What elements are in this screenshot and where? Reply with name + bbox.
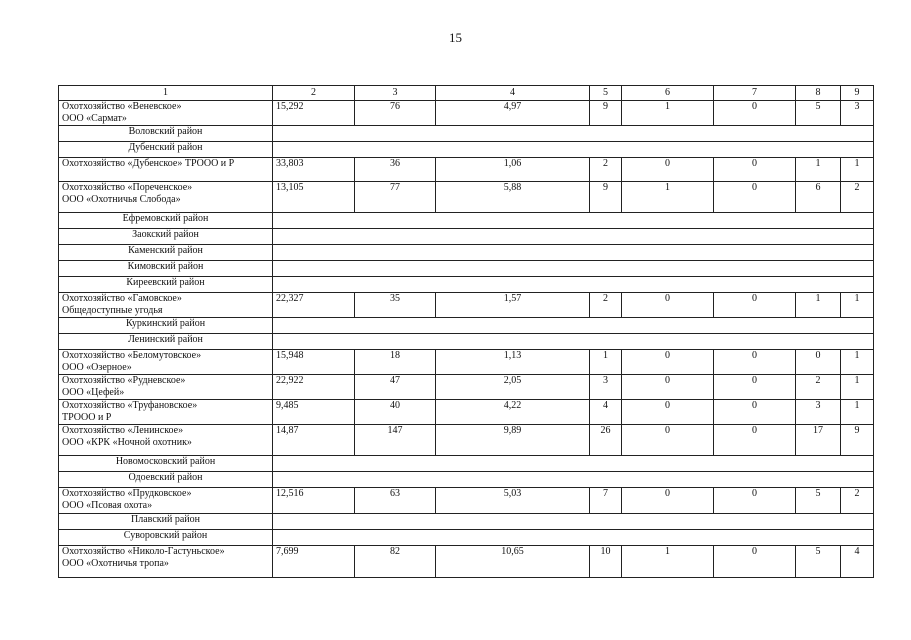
value-cell: 77 [355,182,436,213]
value-cell: 0 [714,158,796,182]
district-empty-cell [273,126,874,142]
name-line: Охотхозяйство «Труфановское» [62,400,198,411]
value-cell: 9,485 [273,400,355,425]
value-cell: 13,105 [273,182,355,213]
district-empty-cell [273,229,874,245]
value-cell: 7,699 [273,546,355,578]
value-cell: 1 [796,293,841,318]
value-cell: 5 [796,488,841,514]
hunting-ground-name [59,375,273,400]
district-empty-cell [273,318,874,334]
value-cell: 5 [796,546,841,578]
column-header: 9 [841,86,874,101]
name-line: Охотхозяйство «Ленинское» [62,425,184,436]
district-name: Воловский район [59,126,273,142]
district-row [59,334,874,350]
hunting-ground-name [59,158,273,182]
value-cell: 1 [841,400,874,425]
value-cell: 9,89 [436,425,590,456]
value-cell: 1,13 [436,350,590,375]
district-name: Киреевский район [59,277,273,293]
district-name: Новомосковский район [59,456,273,472]
value-cell: 2 [796,375,841,400]
value-cell: 0 [714,400,796,425]
district-name: Суворовский район [59,530,273,546]
column-header: 4 [436,86,590,101]
name-line: Охотхозяйство «Пореченское» [62,182,193,193]
name-line: Охотхозяйство «Беломутовское» [62,350,202,361]
value-cell: 9 [590,101,622,126]
name-line: Общедоступные угодья [62,305,163,316]
district-empty-cell [273,334,874,350]
district-name: Куркинский район [59,318,273,334]
value-cell: 4 [590,400,622,425]
value-cell: 18 [355,350,436,375]
table-row [59,375,874,400]
district-row [59,142,874,158]
name-line: Охотхозяйство «Николо-Гастуньское» [62,546,225,557]
name-line: ООО «Цефей» [62,387,125,398]
value-cell: 2 [841,182,874,213]
table-row [59,425,874,456]
value-cell: 4,22 [436,400,590,425]
value-cell: 0 [622,400,714,425]
value-cell: 9 [590,182,622,213]
hunting-ground-name [59,488,273,514]
value-cell: 3 [796,400,841,425]
value-cell: 40 [355,400,436,425]
value-cell: 0 [714,546,796,578]
column-header: 8 [796,86,841,101]
table-row [59,293,874,318]
name-line: Охотхозяйство «Рудневское» [62,375,186,386]
name-line: ООО «Сармат» [62,113,127,124]
value-cell: 33,803 [273,158,355,182]
value-cell: 3 [841,101,874,126]
hunting-ground-name [59,400,273,425]
value-cell: 1 [841,350,874,375]
district-empty-cell [273,472,874,488]
table-row [59,101,874,126]
district-empty-cell [273,530,874,546]
value-cell: 14,87 [273,425,355,456]
hunting-ground-name [59,425,273,456]
value-cell: 9 [841,425,874,456]
column-header: 7 [714,86,796,101]
value-cell: 82 [355,546,436,578]
name-line: ООО «КРК «Ночной охотник» [62,437,192,448]
hunting-ground-name [59,350,273,375]
hunting-ground-name [59,293,273,318]
district-name: Кимовский район [59,261,273,277]
column-header: 5 [590,86,622,101]
district-row [59,472,874,488]
district-empty-cell [273,213,874,229]
value-cell: 0 [714,101,796,126]
district-row [59,318,874,334]
column-header: 3 [355,86,436,101]
value-cell: 0 [714,375,796,400]
table-row [59,350,874,375]
value-cell: 1 [622,182,714,213]
value-cell: 15,948 [273,350,355,375]
value-cell: 1 [841,375,874,400]
value-cell: 47 [355,375,436,400]
value-cell: 0 [714,293,796,318]
district-name: Ленинский район [59,334,273,350]
value-cell: 12,516 [273,488,355,514]
value-cell: 0 [622,293,714,318]
value-cell: 0 [622,350,714,375]
value-cell: 0 [714,488,796,514]
name-line: ООО «Охотничья тропа» [62,558,169,569]
value-cell: 1 [841,293,874,318]
value-cell: 22,922 [273,375,355,400]
district-name: Плавский район [59,514,273,530]
district-row [59,277,874,293]
district-name: Ефремовский район [59,213,273,229]
district-row [59,229,874,245]
value-cell: 1,57 [436,293,590,318]
name-line: ООО «Озерное» [62,362,132,373]
value-cell: 17 [796,425,841,456]
district-empty-cell [273,142,874,158]
value-cell: 147 [355,425,436,456]
value-cell: 0 [622,375,714,400]
value-cell: 0 [714,425,796,456]
hunting-ground-name [59,546,273,578]
name-line: Охотхозяйство «Веневское» [62,101,182,112]
value-cell: 15,292 [273,101,355,126]
value-cell: 1 [841,158,874,182]
value-cell: 2,05 [436,375,590,400]
value-cell: 10,65 [436,546,590,578]
name-line: Охотхозяйство «Дубенское» ТРООО и Р [62,158,235,169]
value-cell: 5,88 [436,182,590,213]
value-cell: 0 [622,425,714,456]
value-cell: 10 [590,546,622,578]
district-row [59,530,874,546]
table-row [59,488,874,514]
hunting-ground-name [59,101,273,126]
value-cell: 6 [796,182,841,213]
table-row [59,546,874,578]
district-empty-cell [273,261,874,277]
value-cell: 1 [796,158,841,182]
hunting-ground-name [59,182,273,213]
column-header: 1 [59,86,273,101]
value-cell: 1 [622,101,714,126]
value-cell: 35 [355,293,436,318]
value-cell: 5 [796,101,841,126]
value-cell: 1,06 [436,158,590,182]
district-empty-cell [273,277,874,293]
value-cell: 1 [622,546,714,578]
value-cell: 36 [355,158,436,182]
name-line: Охотхозяйство «Прудковское» [62,488,192,499]
value-cell: 2 [590,158,622,182]
column-header: 6 [622,86,714,101]
value-cell: 0 [796,350,841,375]
name-line: ТРООО и Р [62,412,112,423]
value-cell: 0 [714,182,796,213]
value-cell: 0 [714,350,796,375]
district-row [59,514,874,530]
hunting-grounds-table [58,85,874,578]
district-row [59,261,874,277]
table-header-row [59,86,874,101]
district-name: Каменский район [59,245,273,261]
name-line: ООО «Охотничья Слобода» [62,194,181,205]
district-row [59,126,874,142]
district-row [59,213,874,229]
value-cell: 4 [841,546,874,578]
value-cell: 2 [590,293,622,318]
value-cell: 76 [355,101,436,126]
value-cell: 1 [590,350,622,375]
value-cell: 5,03 [436,488,590,514]
district-empty-cell [273,456,874,472]
value-cell: 7 [590,488,622,514]
table-body [59,101,874,578]
table-row [59,182,874,213]
value-cell: 4,97 [436,101,590,126]
name-line: ООО «Псовая охота» [62,500,153,511]
district-empty-cell [273,514,874,530]
district-row [59,456,874,472]
district-name: Одоевский район [59,472,273,488]
district-row [59,245,874,261]
value-cell: 0 [622,488,714,514]
district-name: Дубенский район [59,142,273,158]
value-cell: 2 [841,488,874,514]
name-line: Охотхозяйство «Гамовское» [62,293,182,304]
column-header: 2 [273,86,355,101]
value-cell: 26 [590,425,622,456]
value-cell: 22,327 [273,293,355,318]
value-cell: 3 [590,375,622,400]
page-number: 15 [449,30,462,45]
value-cell: 0 [622,158,714,182]
table-row [59,400,874,425]
district-name: Заокский район [59,229,273,245]
table-row [59,158,874,182]
value-cell: 63 [355,488,436,514]
district-empty-cell [273,245,874,261]
